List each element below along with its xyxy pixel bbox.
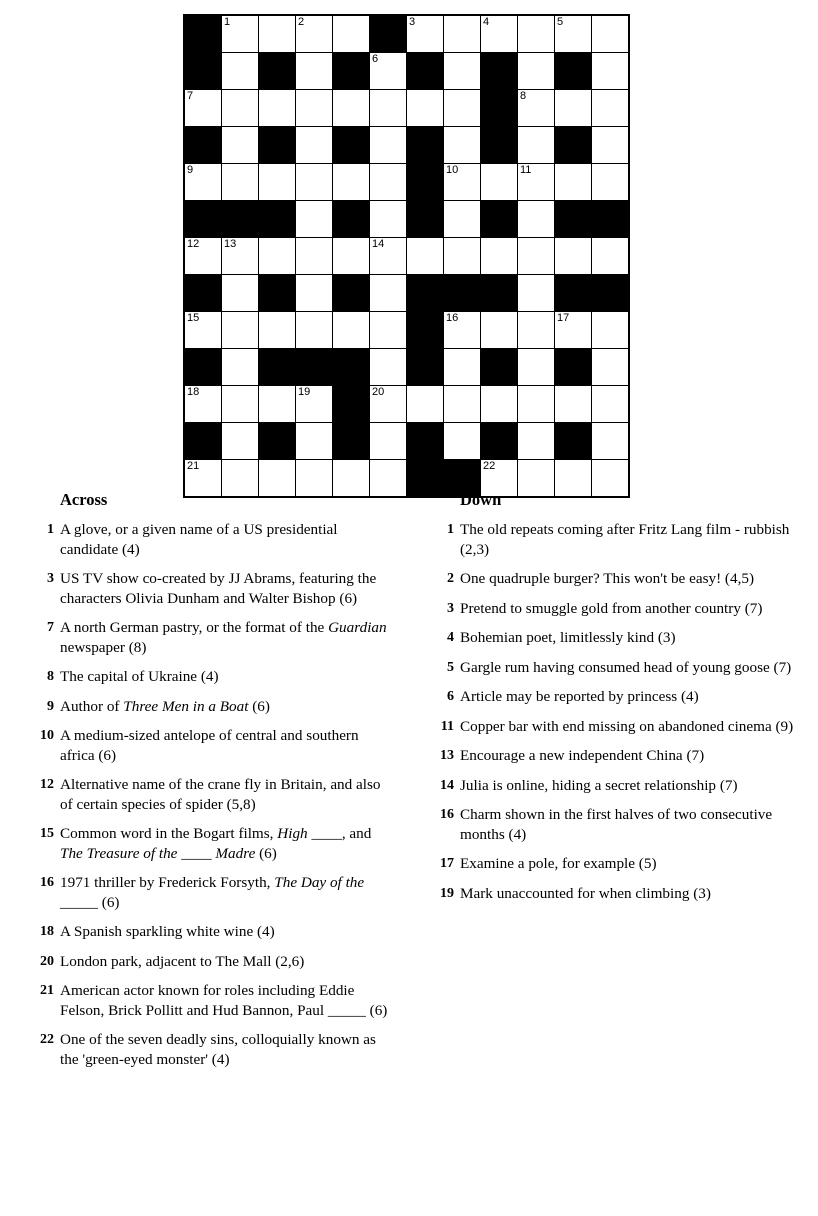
grid-block-cell [296,349,333,386]
grid-letter-cell[interactable] [592,312,630,349]
grid-block-cell [481,53,518,90]
clue-item[interactable] [34,726,394,765]
grid-letter-cell[interactable] [555,386,592,423]
grid-letter-cell[interactable] [444,423,481,460]
grid-letter-cell[interactable] [222,90,259,127]
grid-letter-cell[interactable] [296,127,333,164]
clue-item[interactable] [34,667,394,687]
clue-item[interactable] [34,697,394,717]
grid-letter-cell[interactable] [518,312,555,349]
grid-cell-number: 14 [372,238,385,250]
grid-letter-cell[interactable] [444,238,481,275]
grid-letter-cell[interactable] [518,15,555,53]
crossword-row [184,201,629,238]
grid-letter-cell[interactable] [481,164,518,201]
grid-letter-cell[interactable] [222,423,259,460]
clue-item[interactable] [34,569,394,608]
grid-block-cell [481,201,518,238]
grid-letter-cell[interactable] [370,53,407,90]
grid-letter-cell[interactable] [296,423,333,460]
grid-letter-cell[interactable] [184,312,222,349]
grid-block-cell [333,275,370,312]
grid-block-cell [555,127,592,164]
grid-letter-cell[interactable] [370,201,407,238]
grid-block-cell [555,423,592,460]
grid-letter-cell[interactable] [259,15,296,53]
clue-item[interactable] [34,1030,394,1069]
across-column [34,490,394,1079]
grid-letter-cell[interactable] [370,164,407,201]
grid-cell-number: 11 [520,164,532,176]
grid-letter-cell[interactable] [370,312,407,349]
clue-number: 10 [40,728,54,743]
grid-letter-cell[interactable] [592,127,630,164]
grid-letter-cell[interactable] [222,312,259,349]
clue-item[interactable] [34,873,394,912]
clue-number: 2 [447,571,454,586]
grid-cell-number: 21 [187,460,200,472]
grid-letter-cell[interactable] [444,164,481,201]
clue-item[interactable] [434,658,804,678]
clue-number: 7 [47,620,54,635]
clue-text: One of the seven deadly sins, colloquially known as the 'green-eyed monster' (4) [60,1031,376,1068]
clue-item[interactable] [434,569,804,589]
clue-item[interactable] [434,687,804,707]
grid-block-cell [407,312,444,349]
grid-letter-cell[interactable] [184,164,222,201]
grid-letter-cell[interactable] [518,275,555,312]
clue-text: Author of Three Men in a Boat (6) [60,697,270,715]
grid-block-cell [407,53,444,90]
grid-block-cell [259,423,296,460]
clue-item[interactable] [34,952,394,972]
clue-item[interactable] [434,628,804,648]
grid-cell-number: 5 [557,16,564,28]
grid-letter-cell[interactable] [592,423,630,460]
grid-letter-cell[interactable] [296,275,333,312]
clue-text: Article may be reported by princess (4) [460,688,699,705]
grid-block-cell [407,423,444,460]
grid-cell-number: 16 [446,312,459,324]
clue-item[interactable] [34,824,394,863]
grid-letter-cell[interactable] [407,386,444,423]
grid-block-cell [407,127,444,164]
grid-letter-cell[interactable] [444,349,481,386]
grid-cell-number: 8 [520,90,527,102]
grid-letter-cell[interactable] [481,312,518,349]
grid-block-cell [481,275,518,312]
clue-text: London park, adjacent to The Mall (2,6) [60,952,305,970]
clue-text: Examine a pole, for example (5) [460,855,657,872]
grid-letter-cell[interactable] [592,386,630,423]
across-clue-list [34,520,394,1069]
grid-block-cell [555,201,592,238]
grid-block-cell [370,15,407,53]
crossword-row [184,349,629,386]
grid-cell-number: 6 [372,53,379,65]
grid-cell-number: 15 [187,312,200,324]
clue-number: 19 [440,885,454,901]
grid-letter-cell[interactable] [555,15,592,53]
grid-block-cell [184,201,222,238]
grid-cell-number: 18 [187,386,200,398]
grid-letter-cell[interactable] [555,90,592,127]
grid-letter-cell[interactable] [407,238,444,275]
crossword-row [184,238,629,275]
grid-block-cell [407,275,444,312]
grid-block-cell [481,423,518,460]
clue-item[interactable] [34,775,394,814]
grid-block-cell [333,349,370,386]
grid-letter-cell[interactable] [555,312,592,349]
crossword-row [184,15,629,53]
crossword-row [184,53,629,90]
grid-letter-cell[interactable] [518,53,555,90]
grid-block-cell [407,164,444,201]
clue-text: Bohemian poet, limitlessly kind (3) [460,629,676,646]
grid-block-cell [184,349,222,386]
clue-text: Alternative name of the crane fly in Britain, and also of certain species of spider (5,8) [60,776,381,813]
clue-text: Encourage a new independent China (7) [460,747,705,764]
grid-letter-cell[interactable] [222,386,259,423]
clue-text: US TV show co-created by JJ Abrams, featuring the characters Olivia Dunham and Walter Bishop (6) [60,570,377,607]
clue-number: 5 [447,659,454,675]
clue-item[interactable] [34,922,394,942]
grid-letter-cell[interactable] [222,275,259,312]
grid-letter-cell[interactable] [370,423,407,460]
grid-letter-cell[interactable] [444,90,481,127]
grid-cell-number: 20 [372,386,385,398]
grid-letter-cell[interactable] [296,312,333,349]
clue-item[interactable] [34,981,394,1020]
down-column [434,490,804,913]
clue-number: 18 [40,924,54,939]
grid-block-cell [333,127,370,164]
clue-item[interactable] [434,776,804,796]
grid-letter-cell[interactable] [444,53,481,90]
clue-item[interactable] [34,618,394,657]
grid-letter-cell[interactable] [370,90,407,127]
crossword-table[interactable] [183,14,630,498]
grid-block-cell [184,423,222,460]
grid-letter-cell[interactable] [222,238,259,275]
grid-letter-cell[interactable] [296,386,333,423]
grid-letter-cell[interactable] [444,312,481,349]
clue-text: Copper bar with end missing on abandoned cinema (9) [460,717,794,735]
clue-item[interactable] [434,854,804,874]
grid-letter-cell[interactable] [518,349,555,386]
clue-number: 12 [40,777,54,792]
grid-letter-cell[interactable] [333,312,370,349]
clue-number: 14 [440,777,454,793]
grid-block-cell [184,53,222,90]
grid-letter-cell[interactable] [296,90,333,127]
clue-number: 20 [40,953,54,969]
grid-block-cell [592,275,630,312]
grid-letter-cell[interactable] [481,238,518,275]
grid-letter-cell[interactable] [296,238,333,275]
clue-number: 16 [40,875,54,890]
grid-letter-cell[interactable] [370,127,407,164]
grid-block-cell [259,275,296,312]
grid-letter-cell[interactable] [592,90,630,127]
grid-cell-number: 10 [446,164,459,176]
grid-letter-cell[interactable] [222,164,259,201]
grid-cell-number: 22 [483,460,496,472]
grid-letter-cell[interactable] [518,90,555,127]
grid-letter-cell[interactable] [259,386,296,423]
clue-item[interactable] [434,884,804,904]
grid-block-cell [259,53,296,90]
clue-item[interactable] [434,520,804,559]
clue-item[interactable] [434,805,804,844]
clue-number: 22 [40,1032,54,1047]
clue-number: 9 [47,698,54,714]
grid-block-cell [555,349,592,386]
grid-cell-number: 13 [224,238,237,250]
grid-block-cell [259,201,296,238]
clue-text: The capital of Ukraine (4) [60,668,219,685]
grid-block-cell [333,53,370,90]
grid-cell-number: 3 [409,16,416,28]
grid-letter-cell[interactable] [333,15,370,53]
grid-block-cell [407,349,444,386]
clue-number: 21 [40,983,54,998]
clue-item[interactable] [34,520,394,559]
grid-letter-cell[interactable] [370,386,407,423]
grid-block-cell [407,201,444,238]
grid-letter-cell[interactable] [444,127,481,164]
grid-letter-cell[interactable] [296,53,333,90]
grid-letter-cell[interactable] [444,15,481,53]
clue-number: 13 [440,748,454,763]
grid-block-cell [259,127,296,164]
grid-cell-number: 1 [224,16,231,28]
grid-letter-cell[interactable] [518,238,555,275]
grid-letter-cell[interactable] [184,238,222,275]
grid-letter-cell[interactable] [555,164,592,201]
grid-block-cell [222,201,259,238]
clue-number: 16 [440,807,454,822]
grid-letter-cell[interactable] [592,164,630,201]
clue-number: 4 [447,630,454,645]
clue-text: Julia is online, hiding a secret relationship (7) [460,776,738,794]
clue-text: A medium-sized antelope of central and southern africa (6) [60,727,359,764]
grid-block-cell [184,275,222,312]
grid-block-cell [555,53,592,90]
grid-cell-number: 7 [187,90,194,102]
grid-letter-cell[interactable] [481,386,518,423]
down-heading: Down [460,490,502,509]
grid-letter-cell[interactable] [592,238,630,275]
grid-block-cell [481,127,518,164]
grid-cell-number: 2 [298,16,305,28]
grid-letter-cell[interactable] [518,386,555,423]
clue-number: 15 [40,826,54,841]
grid-cell-number: 4 [483,16,490,28]
grid-letter-cell[interactable] [444,201,481,238]
grid-letter-cell[interactable] [259,312,296,349]
clue-number: 17 [440,856,454,871]
clue-number: 3 [47,571,54,586]
grid-letter-cell[interactable] [407,15,444,53]
clue-text: One quadruple burger? This won't be easy! (4,5) [460,570,755,587]
grid-block-cell [555,275,592,312]
grid-letter-cell[interactable] [555,238,592,275]
grid-letter-cell[interactable] [333,90,370,127]
grid-block-cell [259,349,296,386]
clue-item[interactable] [434,599,804,619]
grid-letter-cell[interactable] [444,386,481,423]
grid-block-cell [481,349,518,386]
clue-number: 6 [447,689,454,704]
clue-item[interactable] [434,717,804,737]
clue-number: 1 [447,522,454,537]
clue-number: 3 [447,600,454,616]
grid-block-cell [333,423,370,460]
grid-letter-cell[interactable] [222,349,259,386]
clue-text: Common word in the Bogart films, High ____, and The Treasure of the ____ Madre (6) [60,825,372,862]
clue-text: American actor known for roles including Eddie Felson, Brick Pollitt and Hud Bannon, Paul _____ (6) [60,982,388,1019]
grid-letter-cell[interactable] [333,238,370,275]
clue-text: A glove, or a given name of a US presidential candidate (4) [60,521,338,558]
grid-letter-cell[interactable] [518,127,555,164]
clue-text: A north German pastry, or the format of the Guardian newspaper (8) [60,619,387,656]
crossword-row [184,164,629,201]
down-clue-list [434,520,804,903]
clue-text: 1971 thriller by Frederick Forsyth, The Day of the _____ (6) [60,874,365,911]
grid-letter-cell[interactable] [222,15,259,53]
crossword-row [184,423,629,460]
grid-letter-cell[interactable] [222,127,259,164]
grid-letter-cell[interactable] [370,275,407,312]
grid-letter-cell[interactable] [592,53,630,90]
grid-letter-cell[interactable] [370,349,407,386]
grid-block-cell [592,201,630,238]
grid-letter-cell[interactable] [518,201,555,238]
clue-text: Charm shown in the first halves of two consecutive months (4) [460,806,773,843]
clue-item[interactable] [434,746,804,766]
crossword-row [184,275,629,312]
clue-text: Gargle rum having consumed head of young goose (7) [460,658,792,676]
grid-letter-cell[interactable] [592,15,630,53]
clue-text: Pretend to smuggle gold from another country (7) [460,599,763,617]
across-heading: Across [60,490,108,509]
grid-letter-cell[interactable] [592,349,630,386]
grid-letter-cell[interactable] [370,238,407,275]
grid-letter-cell[interactable] [259,90,296,127]
grid-cell-number: 19 [298,386,311,398]
clue-text: Mark unaccounted for when climbing (3) [460,884,711,902]
grid-letter-cell[interactable] [333,164,370,201]
grid-cell-number: 17 [557,312,570,324]
grid-letter-cell[interactable] [407,90,444,127]
crossword-row [184,386,629,423]
grid-letter-cell[interactable] [481,15,518,53]
grid-block-cell [333,201,370,238]
grid-letter-cell[interactable] [296,15,333,53]
grid-block-cell [184,15,222,53]
grid-block-cell [481,90,518,127]
grid-letter-cell[interactable] [259,238,296,275]
grid-block-cell [333,386,370,423]
crossword-row [184,312,629,349]
grid-letter-cell[interactable] [222,53,259,90]
crossword-grid[interactable] [183,14,630,498]
grid-letter-cell[interactable] [259,164,296,201]
grid-cell-number: 9 [187,164,194,176]
grid-letter-cell[interactable] [184,386,222,423]
grid-letter-cell[interactable] [296,164,333,201]
grid-letter-cell[interactable] [184,90,222,127]
grid-letter-cell[interactable] [518,164,555,201]
clue-number: 8 [47,669,54,684]
crossword-row [184,127,629,164]
clue-number: 1 [47,522,54,537]
grid-block-cell [444,275,481,312]
crossword-row [184,90,629,127]
clue-number: 11 [440,718,454,734]
grid-block-cell [184,127,222,164]
grid-letter-cell[interactable] [296,201,333,238]
grid-cell-number: 12 [187,238,200,250]
clue-text: The old repeats coming after Fritz Lang film - rubbish (2,3) [460,521,790,558]
clue-text: A Spanish sparkling white wine (4) [60,923,275,940]
grid-letter-cell[interactable] [518,423,555,460]
